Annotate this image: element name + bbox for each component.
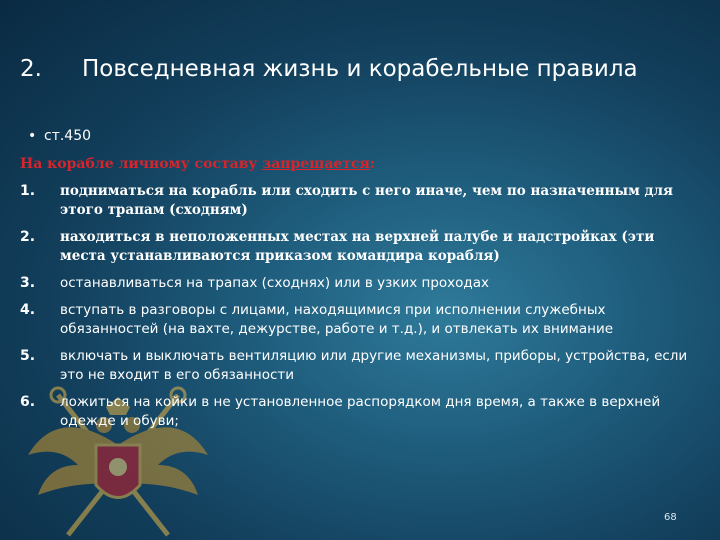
slide-title [20,56,720,82]
article-text: ст.450 [44,128,92,144]
prohibition-prefix: На корабле личному составу [20,156,263,172]
item-text: ложиться на койки в не установленное распорядком дня время, а также в верхней одежде и обуви; [60,394,661,429]
list-item [20,301,710,339]
item-text: вступать в разговоры с лицами, находящимися при исполнении служебных обязанностей (на вахте, дежурстве, работе и т.д.), и отвлекать их внимание [60,302,614,337]
list-item [20,228,710,266]
list-item [20,182,710,220]
item-number: 1. [20,183,36,199]
item-text: включать и выключать вентиляцию или другие механизмы, приборы, устройства, если это не входит в его обязанности [60,348,688,383]
list-item [20,347,710,385]
item-text: находиться в неположенных местах на верхней палубе и надстройках (эти места устанавливаются приказом командира корабля) [60,229,655,264]
bullet-icon: • [28,128,37,144]
item-number: 4. [20,302,36,318]
title-number: 2. [20,56,42,82]
article-reference [28,128,91,144]
item-text: останавливаться на трапах (сходнях) или в узких проходах [60,275,489,291]
prohibition-suffix: : [369,156,376,172]
page-number: 68 [664,512,677,523]
item-number: 3. [20,275,36,291]
prohibition-word: запрещается [262,156,370,172]
list-item [20,274,710,293]
item-number: 5. [20,348,36,364]
title-text: Повседневная жизнь и корабельные правила [82,56,638,82]
item-number: 2. [20,229,36,245]
prohibition-heading [20,156,375,172]
rules-list [20,182,710,439]
item-text: подниматься на корабль или сходить с него иначе, чем по назначенным для этого трапам (сходням) [60,183,673,218]
list-item [20,393,710,431]
item-number: 6. [20,394,36,410]
